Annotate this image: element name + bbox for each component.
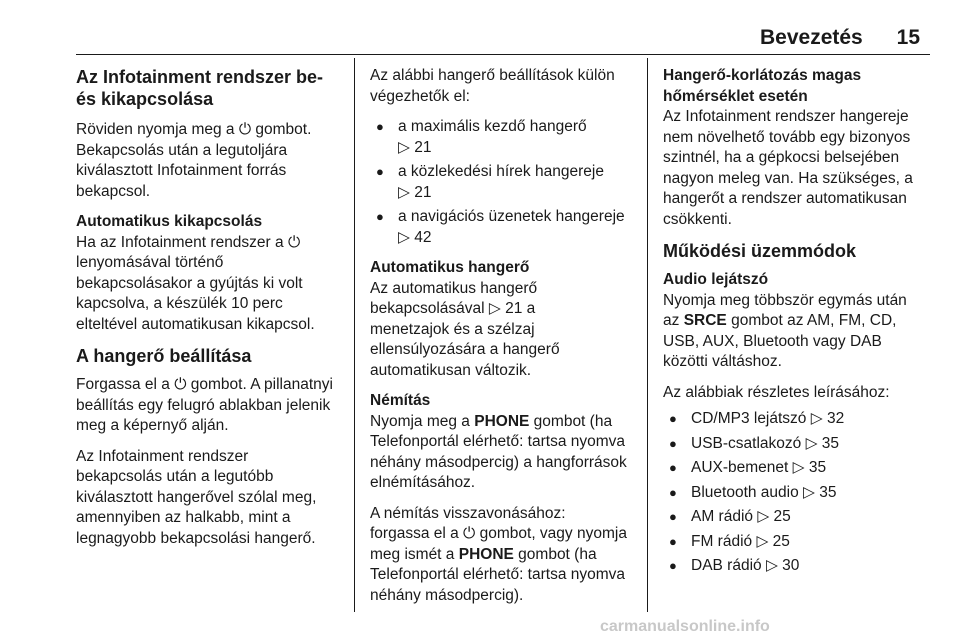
paragraph-mute: Nyomja meg a PHONE gombot (ha Telefonportál elérhető: tartsa nyomva néhány másodpercig) a hangforrások elnémításához. xyxy=(370,412,627,491)
heading-auto-volume: Automatikus hangerő xyxy=(370,259,530,276)
heading-volume-limit: Hangerő-korlátozás magas hőmérséklet esetén xyxy=(663,67,862,105)
paragraph-power: Röviden nyomja meg a ⏻ gombot. Bekapcsolás után a legutoljára kiválasztott Infotainment forrás bekapcsol. xyxy=(76,121,312,200)
sources-list xyxy=(663,409,938,577)
paragraph-audio-player: Nyomja meg többször egymás után az SRCE gombot az AM, FM, CD, USB, AUX, Bluetooth vagy DAB közötti váltáshoz. xyxy=(663,291,907,370)
page-header xyxy=(760,26,920,56)
volume-settings-list xyxy=(370,117,642,248)
list-item[interactable]: ● AUX-bemenet ▷ 35 xyxy=(663,458,938,479)
list-item: ● a navigációs üzenetek hangereje ▷ 42 xyxy=(370,207,642,248)
watermark: carmanualsonline.info xyxy=(600,618,770,635)
column-2 xyxy=(370,66,642,616)
heading-volume: A hangerő beállítása xyxy=(76,346,252,366)
list-item: ● a közlekedési hírek hangereje ▷ 21 xyxy=(370,162,642,203)
column-divider-2 xyxy=(647,58,648,612)
column-1 xyxy=(76,66,348,559)
paragraph-auto-off: Ha az Infotainment rendszer a ⏻ lenyomásával történő bekapcsolásakor a gyújtás ki volt kapcsolva, a készülék 10 perc elteltével automatikusan kikapcsol. xyxy=(76,233,315,333)
page-reference[interactable]: ▷ 21 xyxy=(398,183,432,201)
list-item[interactable]: ● Bluetooth audio ▷ 35 xyxy=(663,483,938,504)
list-item[interactable]: ● USB-csatlakozó ▷ 35 xyxy=(663,434,938,455)
paragraph-auto-volume: Az automatikus hangerő bekapcsolásával ▷ 21 a menetzajok és a szélzaj ellensúlyozására a hangerő automatikusan változik. xyxy=(370,279,560,379)
paragraph-startup-volume: Az Infotainment rendszer bekapcsolás után a legutóbb kiválasztott hangerővel szólal meg, amennyiben az halkabb, mint a legnagyobb bekapcsolási hangerő. xyxy=(76,447,317,547)
list-item[interactable]: ● FM rádió ▷ 25 xyxy=(663,532,938,553)
phone-key: PHONE xyxy=(458,545,514,563)
page-reference[interactable]: ▷ 21 xyxy=(398,138,432,156)
paragraph-details: Az alábbiak részletes leírásához: xyxy=(663,383,890,401)
header-rule xyxy=(76,54,930,55)
paragraph-volume-limit: Az Infotainment rendszer hangereje nem növelhető tovább egy bizonyos szintnél, ha a gépkocsi belsejében nagyon meleg van. Ha szükséges, a hangerőt a rendszer automatikusan csökkenti. xyxy=(663,108,913,228)
paragraph-unmute: A némítás visszavonásához: forgassa el a ⏻ gombot, vagy nyomja meg ismét a PHONE gombot (ha Telefonportál elérhető: tartsa nyomva néhány másodpercig). xyxy=(370,504,627,604)
list-item[interactable]: ● CD/MP3 lejátszó ▷ 32 xyxy=(663,409,938,430)
paragraph-volume-settings: Az alábbi hangerő beállítások külön végezhetők el: xyxy=(370,67,615,105)
list-item: ● a maximális kezdő hangerő ▷ 21 xyxy=(370,117,642,158)
heading-auto-off: Automatikus kikapcsolás xyxy=(76,213,263,230)
heading-power: Az Infotainment rendszer be- és kikapcsolása xyxy=(76,67,324,109)
list-item[interactable]: ● AM rádió ▷ 25 xyxy=(663,507,938,528)
heading-audio-player: Audio lejátszó xyxy=(663,271,769,288)
page-reference[interactable]: ▷ 42 xyxy=(398,228,432,246)
paragraph-volume: Forgassa el a ⏻ gombot. A pillanatnyi beállítás egy felugró ablakban jelenik meg a képernyő alján. xyxy=(76,376,333,434)
column-3 xyxy=(663,66,938,587)
srce-key: SRCE xyxy=(683,312,727,329)
list-item[interactable]: ● DAB rádió ▷ 30 xyxy=(663,556,938,577)
phone-key: PHONE xyxy=(474,412,530,430)
column-divider-1 xyxy=(354,58,355,612)
page-number: 15 xyxy=(896,26,920,49)
heading-operating-modes: Működési üzemmódok xyxy=(663,241,857,261)
section-title: Bevezetés xyxy=(760,26,863,49)
heading-mute: Némítás xyxy=(370,392,431,409)
